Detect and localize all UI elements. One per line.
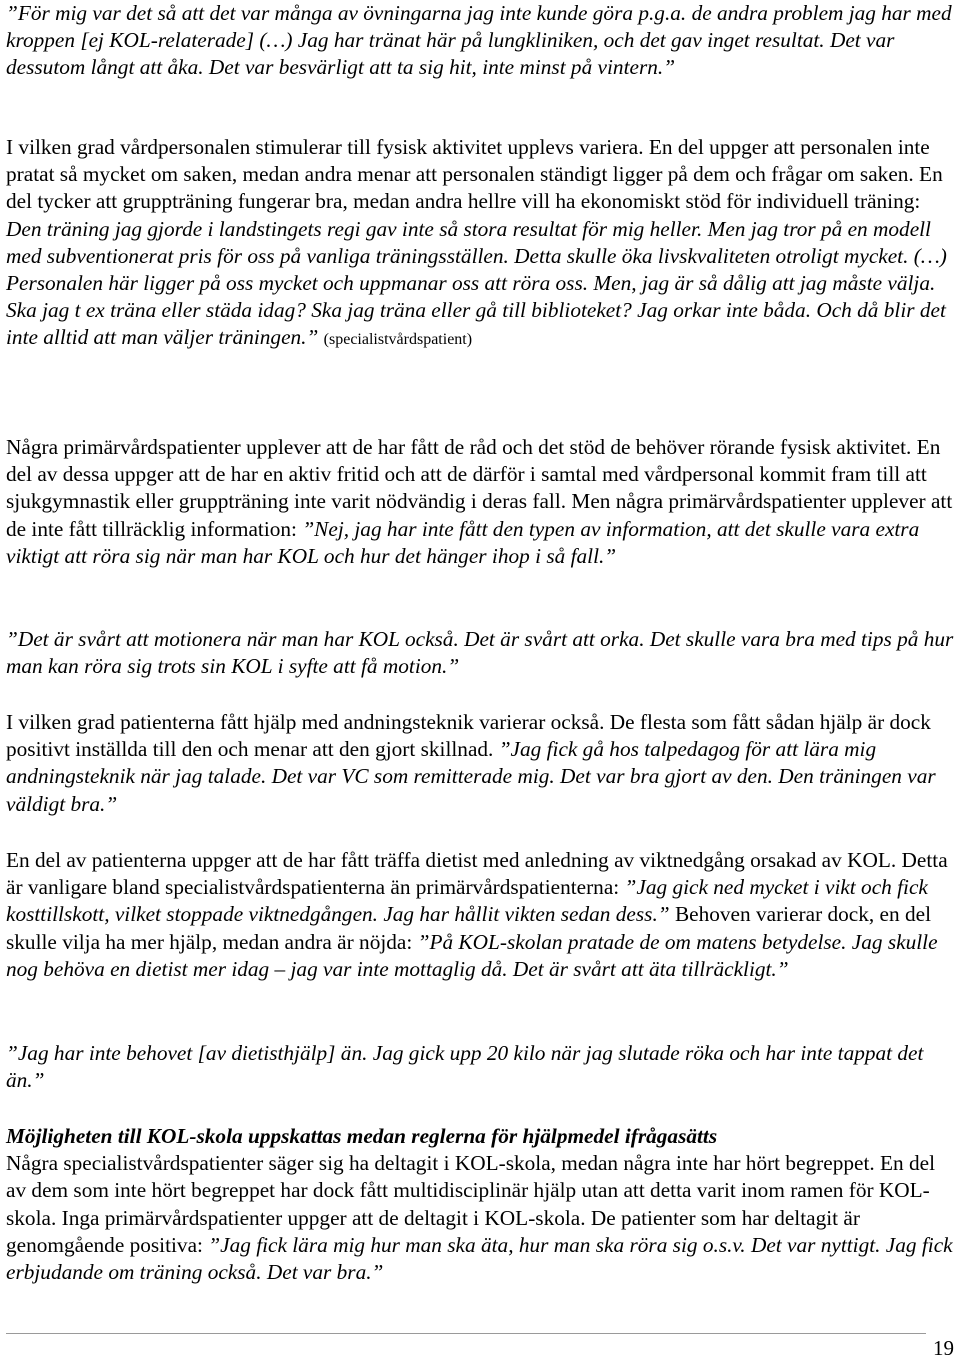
body-text: Några primärvårdspatienter upplever att de har fått de råd och det stöd de behöver rörande fysisk aktivitet. En del av dessa uppger att de har en aktiv fritid och att de därför i samtal med vårdpersonal kommit fram till att sjukgymnastik eller gruppträning inte varit nödvändig i deras fall. Men några primärvårdspatienter upplever att de inte fått tillräcklig information:	[6, 435, 953, 541]
quote-paragraph-dietisthjalp	[6, 1040, 958, 1094]
body-text: En del av patienterna uppger att de har fått träffa dietist med anledning av viktnedgång orsakad av KOL. Detta är vanligare bland specialistvårdspatienterna än primärvårdspatienterna:	[6, 848, 948, 900]
paragraph-dietist	[6, 847, 958, 983]
quote-text: ”Jag fick lära mig hur man ska äta, hur man ska röra sig o.s.v. Det var nyttigt. Jag fick erbjudande om träning också. Det var bra.”	[6, 1232, 953, 1285]
page-number: 19	[933, 1336, 954, 1360]
quote-text: ”Nej, jag har inte fått den typen av information, att det skulle vara extra viktigt att röra sig när man har KOL och hur det hänger ihop i så fall.”	[6, 516, 920, 568]
paragraph-fysisk-aktivitet	[6, 134, 958, 354]
quote-text: ”På KOL-skolan pratade de om matens betydelse. Jag skulle nog behöva en dietist mer idag – jag var inte mottaglig då. Det är svårt att äta tillräckligt.”	[6, 929, 938, 981]
quote-paragraph-motion	[6, 626, 958, 680]
quote-text: ”För mig var det så att det var många av övningarna jag inte kunde göra p.g.a. de andra problem jag har med kroppen [ej KOL-relaterade] (…) Jag har tränat här på lungkliniken, och det gav inget resultat. Det var dessutom långt att åka. Det var besvärligt att ta sig hit, inte minst på vintern.”	[6, 1, 952, 80]
body-text: Behoven varierar dock, en del skulle vilja ha mer hjälp, medan andra är nöjda:	[6, 902, 931, 954]
section-kol-skola	[6, 1123, 958, 1286]
quote-text: ”Jag gick ned mycket i vikt och fick kosttillskott, vilket stoppade viktnedgången. Jag har hållit vikten sedan dess.”	[6, 875, 928, 927]
quote-text: ”Det är svårt att motionera när man har KOL också. Det är svårt att orka. Det skulle vara bra med tips på hur man kan röra sig trots sin KOL i syfte att få motion.”	[6, 627, 954, 679]
body-text: I vilken grad patienterna fått hjälp med andningsteknik varierar också. De flesta som fått sådan hjälp är dock positivt inställda till den och menar att den gjort skillnad.	[6, 710, 931, 762]
quote-text: ”Jag har inte behovet [av dietisthjälp] än. Jag gick upp 20 kilo när jag slutade röka och har inte tappat det än.”	[6, 1041, 924, 1093]
body-text: Några specialistvårdspatienter säger sig ha deltagit i KOL-skola, medan några inte har hört begreppet. En del av dem som inte hört begreppet har dock fått multidisciplinär hjälp utan att detta varit inom ramen för KOL-skola. Inga primärvårdspatienter uppger att de deltagit i KOL-skola. De patienter som har deltagit är genomgående positiva:	[6, 1151, 936, 1257]
footer-divider	[6, 1333, 926, 1334]
quote-paragraph-1	[6, 0, 958, 82]
body-text: I vilken grad vårdpersonalen stimulerar till fysisk aktivitet upplevs variera. En del uppger att personalen inte pratat så mycket om saken, medan andra menar att personalen ständigt ligger på dem och frågar om saken. En del tycker att gruppträning fungerar bra, medan andra hellre vill ha ekonomiskt stöd för individuell träning:	[6, 135, 943, 214]
quote-text: ”Jag fick gå hos talpedagog för att lära mig andningsteknik när jag talade. Det var VC som remitterade mig. Det var bra gjort av den. Den träningen var väldigt bra.”	[6, 737, 936, 816]
section-heading: Möjligheten till KOL-skola uppskattas medan reglerna för hjälpmedel ifrågasätts	[6, 1124, 718, 1148]
quote-source: (specialistvårdspatient)	[323, 331, 473, 349]
paragraph-primarvard	[6, 434, 958, 570]
paragraph-andningsteknik	[6, 709, 958, 818]
quote-text: Den träning jag gjorde i landstingets regi gav inte så stora resultat för mig heller. Men jag tror på en modell med subventionerat pris för oss på vanliga träningsställen. Detta skulle öka livskvaliteten otroligt mycket. (…) Personalen här ligger på oss mycket och uppmanar oss att röra oss. Men, jag är så dålig att jag måste välja. Ska jag t ex träna eller städa idag? Ska jag träna eller gå till biblioteket? Jag orkar inte båda. Och då blir det inte alltid att man väljer träningen.”	[6, 216, 947, 350]
